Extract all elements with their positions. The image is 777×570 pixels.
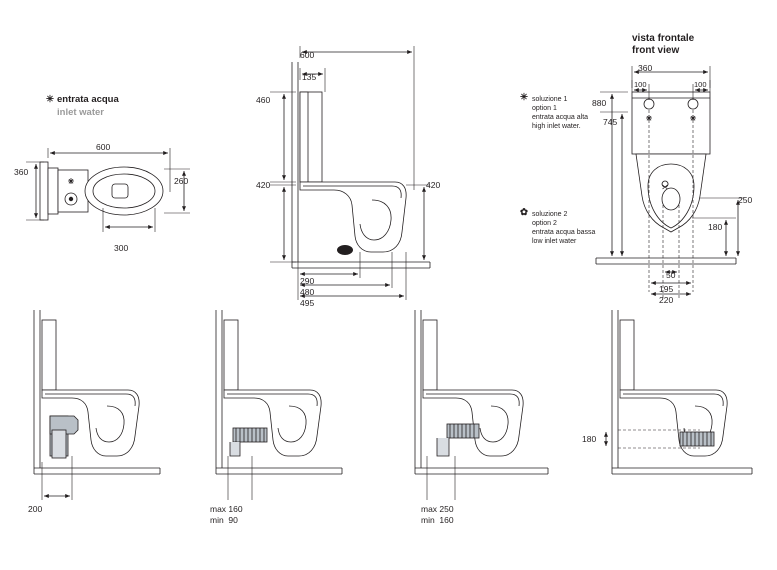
option1-line4: high inlet water. (532, 123, 581, 130)
dim-side-600: 600 (300, 50, 315, 60)
dim-front-220: 220 (659, 295, 674, 305)
dim-variant3-min: min 160 (421, 515, 454, 525)
dim-side-420-right: 420 (426, 180, 441, 190)
option2-line1: soluzione 2 (532, 211, 568, 218)
front-view-title-it: vista frontale (632, 33, 695, 44)
dim-front-100-a: 100 (634, 80, 647, 89)
dim-variant2-min: min 90 (210, 515, 238, 525)
inlet-legend-title-en: inlet water (57, 107, 104, 118)
variant-2-group (216, 310, 342, 500)
dim-front-180: 180 (708, 222, 723, 232)
inlet-fittings (50, 416, 714, 458)
dim-side-420-left: 420 (256, 180, 271, 190)
front-view-title-en: front view (632, 45, 680, 56)
dim-front-100-b: 100 (694, 80, 707, 89)
plan-view-group (26, 148, 190, 232)
option2-symbol: ✿ (520, 207, 528, 218)
inlet-legend-title-it: entrata acqua (57, 94, 119, 105)
dim-front-250: 250 (738, 195, 753, 205)
dim-side-460: 460 (256, 95, 271, 105)
dim-side-290: 290 (300, 276, 315, 286)
dim-variant2-max: max 160 (210, 504, 243, 514)
variant-4-group (606, 310, 752, 474)
dim-plan-360: 360 (14, 167, 29, 177)
front-view-group (596, 66, 744, 300)
dim-side-495: 495 (300, 298, 315, 308)
dim-side-135: 135 (302, 72, 317, 82)
dim-variant4-180: 180 (582, 434, 597, 444)
variant-3-group (415, 310, 548, 500)
option1-line1: soluzione 1 (532, 96, 568, 103)
inlet-legend-symbol: ✳ (46, 94, 54, 105)
dim-side-480: 480 (300, 287, 315, 297)
option2-line2: option 2 (532, 220, 557, 227)
option1-line2: option 1 (532, 105, 557, 112)
option1-line3: entrata acqua alta (532, 114, 589, 121)
dim-front-50: 50 (666, 270, 676, 280)
option2-line3: entrata acqua bassa (532, 229, 596, 236)
option2-line4: low inlet water (532, 238, 577, 245)
dim-variant1-200: 200 (28, 504, 43, 514)
variant-1-group (34, 310, 160, 500)
dim-front-360: 360 (638, 63, 653, 73)
dim-plan-600: 600 (96, 142, 111, 152)
dim-plan-260: 260 (174, 176, 189, 186)
dim-plan-300: 300 (114, 243, 129, 253)
dim-front-880: 880 (592, 98, 607, 108)
side-section-group (270, 46, 430, 300)
option1-symbol: ✳ (520, 92, 528, 103)
dim-front-745: 745 (603, 117, 618, 127)
dim-variant3-max: max 250 (421, 504, 454, 514)
dim-front-195: 195 (659, 284, 674, 294)
